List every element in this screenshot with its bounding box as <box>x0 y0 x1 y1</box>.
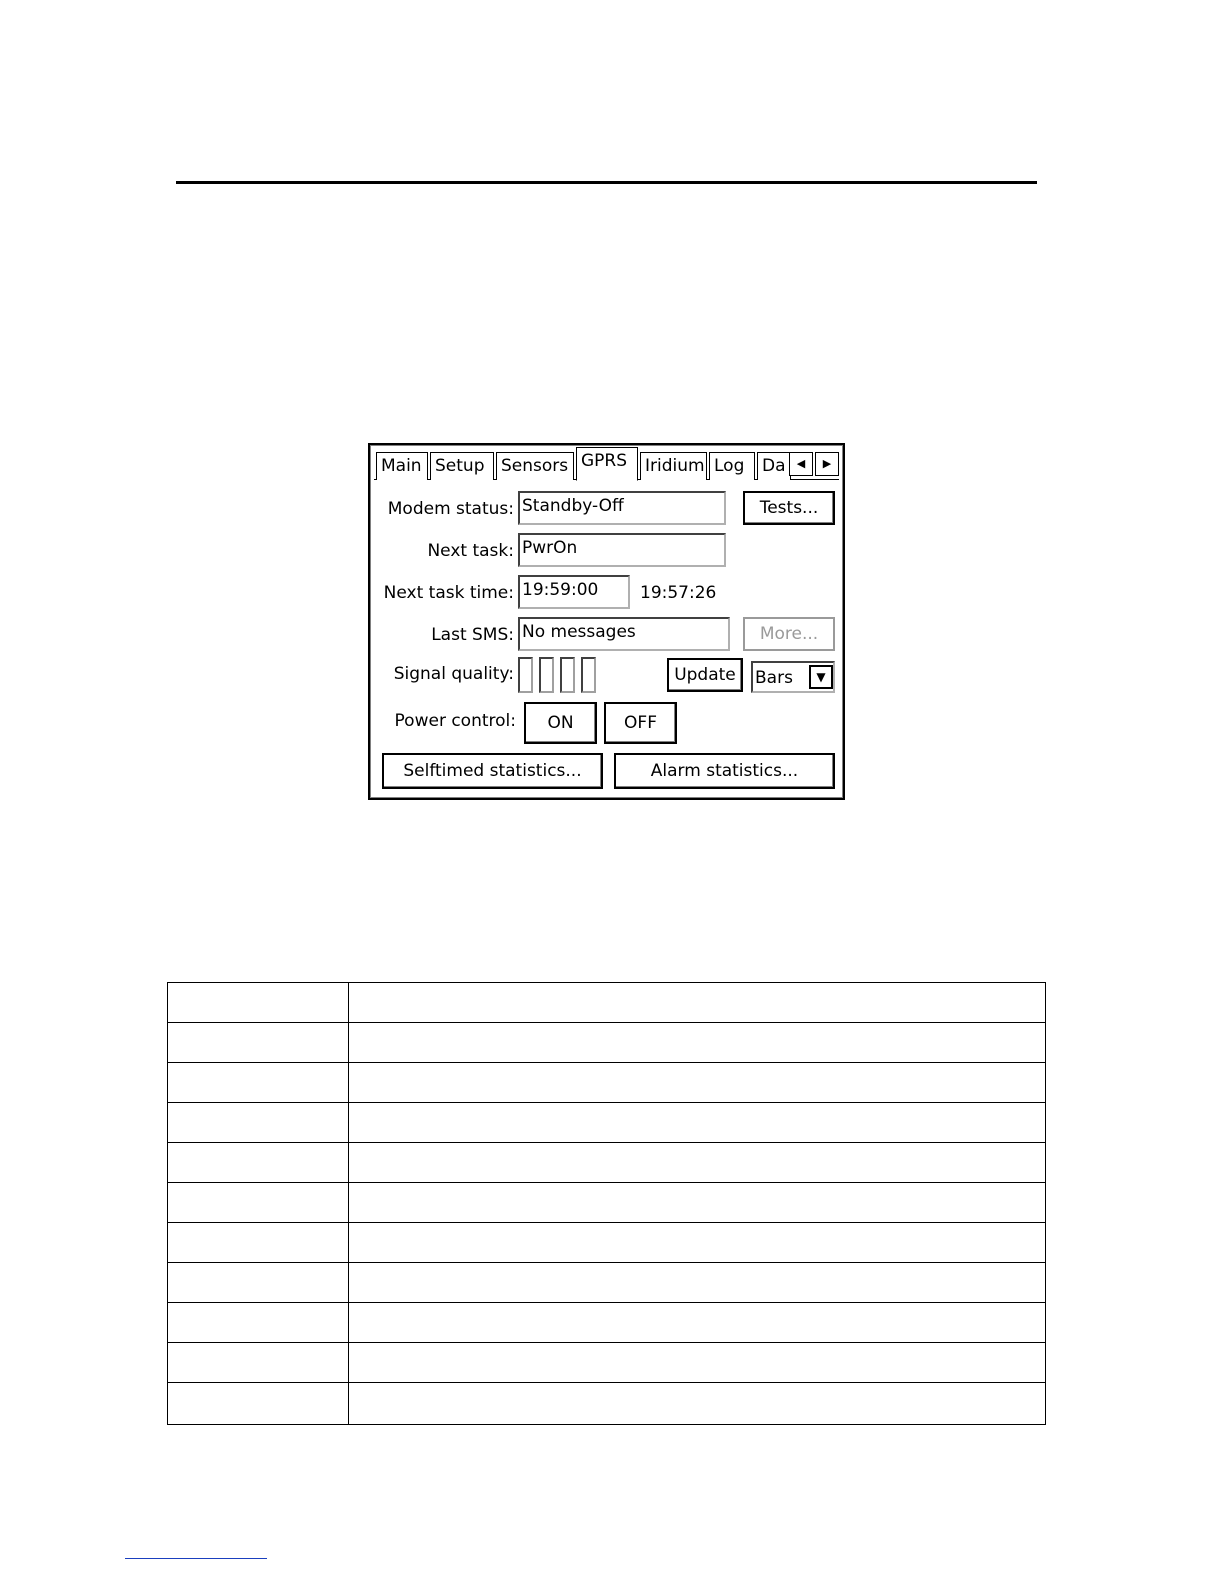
signal-bar-2 <box>539 657 554 693</box>
tab-data[interactable] <box>757 452 791 480</box>
next-task-label: Next task: <box>427 541 514 561</box>
last-sms-label: Last SMS: <box>431 625 514 645</box>
table-row <box>168 1343 1045 1383</box>
power-on-button[interactable]: ON <box>524 702 597 744</box>
display-mode-value: Bars <box>755 668 793 688</box>
dropdown-arrow-icon[interactable]: ▼ <box>809 665 833 689</box>
tab-log-label: Log <box>714 456 745 476</box>
modem-status-field: Standby-Off <box>518 491 726 525</box>
signal-bar-3 <box>560 657 575 693</box>
next-task-time-field: 19:59:00 <box>518 575 630 609</box>
signal-quality-label: Signal quality: <box>393 664 514 684</box>
display-mode-select[interactable] <box>751 661 835 693</box>
table-row <box>168 1023 1045 1063</box>
tab-log[interactable] <box>709 452 755 480</box>
header-rule <box>176 181 1037 184</box>
arrow-left-icon: ◀ <box>796 457 806 470</box>
table-row <box>168 1103 1045 1143</box>
tab-iridium[interactable] <box>640 452 707 480</box>
power-off-button[interactable]: OFF <box>604 702 677 744</box>
tab-sensors[interactable] <box>496 452 574 480</box>
table-row <box>168 1183 1045 1223</box>
table-row <box>168 1303 1045 1343</box>
tab-scroll-left-button[interactable] <box>789 452 813 476</box>
arrow-right-icon: ▶ <box>822 457 832 470</box>
tab-main[interactable] <box>376 452 428 480</box>
signal-bar-4 <box>581 657 596 693</box>
tab-iridium-label: Iridium <box>645 456 705 476</box>
signal-bar-1 <box>518 657 533 693</box>
more-button[interactable]: More... <box>743 617 835 651</box>
modem-status-label: Modem status: <box>387 499 514 519</box>
next-task-field: PwrOn <box>518 533 726 567</box>
last-sms-field: No messages <box>518 617 730 651</box>
table-row <box>168 1063 1045 1103</box>
alarm-statistics-button[interactable]: Alarm statistics... <box>614 753 835 789</box>
table-row <box>168 1383 1045 1423</box>
tab-gprs-label: GPRS <box>581 451 628 471</box>
table-row <box>168 1143 1045 1183</box>
next-task-time-label: Next task time: <box>383 583 514 603</box>
power-control-label: Power control: <box>394 711 516 731</box>
tab-gprs[interactable] <box>576 447 638 481</box>
update-button[interactable]: Update <box>667 658 743 692</box>
table-row <box>168 983 1045 1023</box>
tab-data-label: Da <box>762 456 786 476</box>
empty-table <box>167 982 1046 1425</box>
tab-setup-label: Setup <box>435 456 485 476</box>
table-row <box>168 1223 1045 1263</box>
tab-main-label: Main <box>381 456 422 476</box>
tab-setup[interactable] <box>430 452 494 480</box>
footer-link-underline <box>125 1558 267 1559</box>
tests-button[interactable]: Tests... <box>743 491 835 525</box>
selftimed-statistics-button[interactable]: Selftimed statistics... <box>382 753 603 789</box>
table-row <box>168 1263 1045 1303</box>
tab-sensors-label: Sensors <box>501 456 569 476</box>
tab-scroll-right-button[interactable] <box>815 452 839 476</box>
current-time-text: 19:57:26 <box>640 583 717 603</box>
